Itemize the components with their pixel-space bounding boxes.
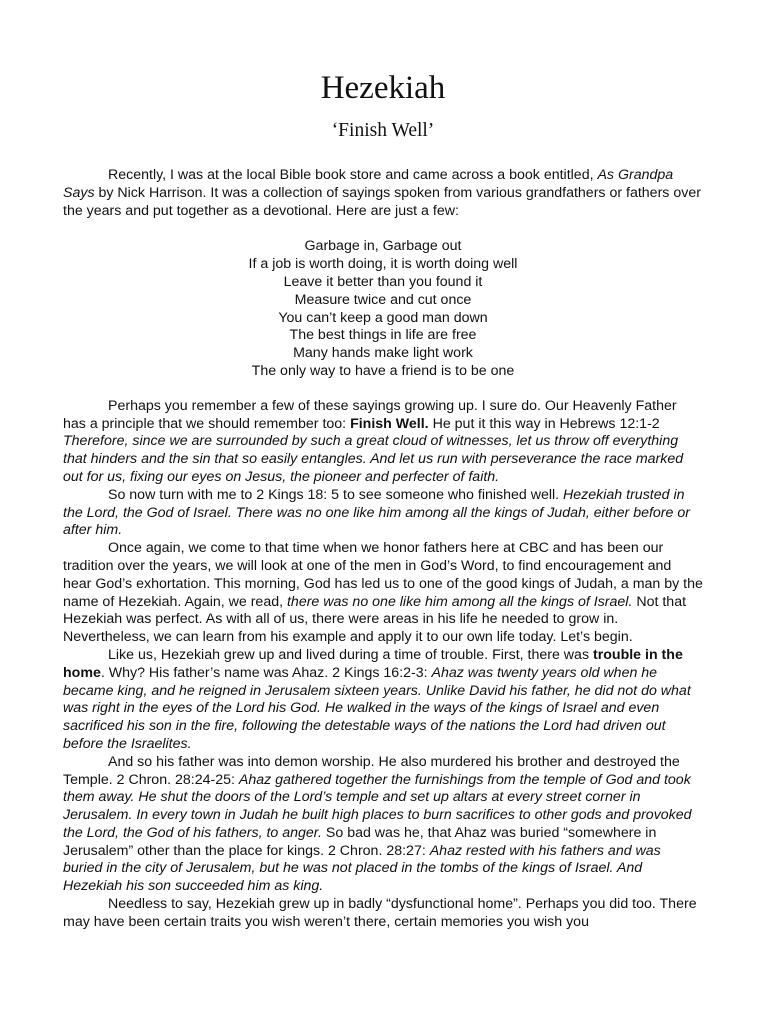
paragraph-text: Not that Hezekiah was perfect. As with all of us, there were areas in his life he needed to grow in. Nevertheless, we can learn from his example and apply it to our own life today. Let’s begin. — [63, 593, 687, 646]
scripture-quote: Therefore, since we are surrounded by such a great cloud of witnesses, let us throw off everything that hinders and the sin that so easily entangles. And let us run with perseverance the race marked out for us, fixing our eyes on Jesus, the pioneer and perfecter of faith. — [63, 433, 684, 485]
saying: The best things in life are free — [289, 327, 477, 344]
saying: You can’t keep a good man down — [278, 309, 488, 326]
intro-paragraph — [63, 167, 703, 220]
emphasis-text: trouble in the home — [63, 646, 683, 681]
page-title: Hezekiah — [320, 70, 446, 106]
intro-text: Recently, I was at the local Bible book store and came across a book entitled, — [108, 167, 598, 183]
paragraph-text: Needless to say, Hezekiah grew up in badly “dysfunctional home”. Perhaps you did too. There may have been certain traits you wish weren’t there, certain memories you wish you — [63, 896, 697, 930]
scripture-quote: there was no one like him among all the kings of Israel. — [286, 593, 633, 610]
paragraph-text: So bad was he, that Ahaz was buried “somewhere in Jerusalem” other than the place for kings. 2 Chron. 28:27: — [63, 824, 657, 859]
paragraph-ahaz — [63, 754, 703, 896]
emphasis-text: Finish Well. — [350, 415, 429, 432]
book-title: As Grandpa Says — [63, 167, 674, 201]
sayings-list — [63, 238, 703, 380]
paragraph-text: So now turn with me to 2 Kings 18: 5 to see someone who finished well. — [108, 486, 564, 503]
paragraph-text: And so his father was into demon worship. He also murdered his brother and destroyed the Temple. 2 Chron. 28:24-25: — [63, 753, 680, 788]
document-page — [63, 66, 703, 932]
scripture-quote: Hezekiah trusted in the Lord, the God of Israel. There was no one like him among all the kings of Judah, either before or after him. — [63, 486, 690, 539]
paragraph-text: Perhaps you remember a few of these sayings growing up. I sure do. Our Heavenly Father has a principle that we should remember too: — [63, 397, 677, 432]
scripture-quote: Ahaz gathered together the furnishings from the temple of God and took them away. He shut the doors of the Lord’s temple and set up altars at every street corner in Jerusalem. In every town in Judah he built high places to burn sacrifices to other gods and provoked the Lord, the God of his fathers, to anger. — [63, 771, 692, 841]
paragraph-2-kings — [63, 487, 703, 540]
page-subtitle: ‘Finish Well’ — [331, 120, 435, 141]
paragraph-text: . Why? His father’s name was Ahaz. 2 Kings 16:2-3: — [100, 664, 432, 681]
paragraph-text: He put it this way in Hebrews 12:1-2 — [428, 415, 660, 432]
paragraph-finish-well — [63, 398, 703, 487]
intro-text-end: by Nick Harrison. It was a collection of sayings spoken from various grandfathers or fathers over the years and put together as a devotional. Here are just a few: — [63, 184, 701, 219]
paragraph-dysfunctional-home — [63, 896, 703, 932]
saying: Many hands make light work — [293, 345, 473, 362]
saying: The only way to have a friend is to be one — [251, 362, 515, 379]
saying: Garbage in, Garbage out — [304, 238, 462, 255]
scripture-quote: Ahaz rested with his fathers and was buried in the city of Jerusalem, but he was not placed in the tombs of the kings of Israel. And Hezekiah his son succeeded him as king. — [63, 842, 661, 895]
saying: Measure twice and cut once — [294, 291, 472, 308]
scripture-quote: Ahaz was twenty years old when he became king, and he reigned in Jerusalem sixteen years. Unlike David his father, he did not do what was right in the eyes of the Lord his God. He walked in the ways of the kings of Israel and even sacrificed his son in the fire, following the detestable ways of the nations the Lord had driven out before the Israelites. — [63, 664, 691, 752]
saying: If a job is worth doing, it is worth doing well — [248, 256, 518, 273]
paragraph-fathers-day — [63, 540, 703, 647]
paragraph-text: Once again, we come to that time when we honor fathers here at CBC and has been our tradition over the years, we will look at one of the men in God’s Word, to find encouragement and hear God’s exhortation. This morning, God has led us to one of the good kings of Judah, a man by the name of Hezekiah. Again, we read, — [63, 540, 703, 610]
saying: Leave it better than you found it — [283, 273, 483, 290]
paragraph-trouble-home — [63, 647, 703, 754]
paragraph-text: Like us, Hezekiah grew up and lived during a time of trouble. First, there was — [108, 646, 593, 663]
